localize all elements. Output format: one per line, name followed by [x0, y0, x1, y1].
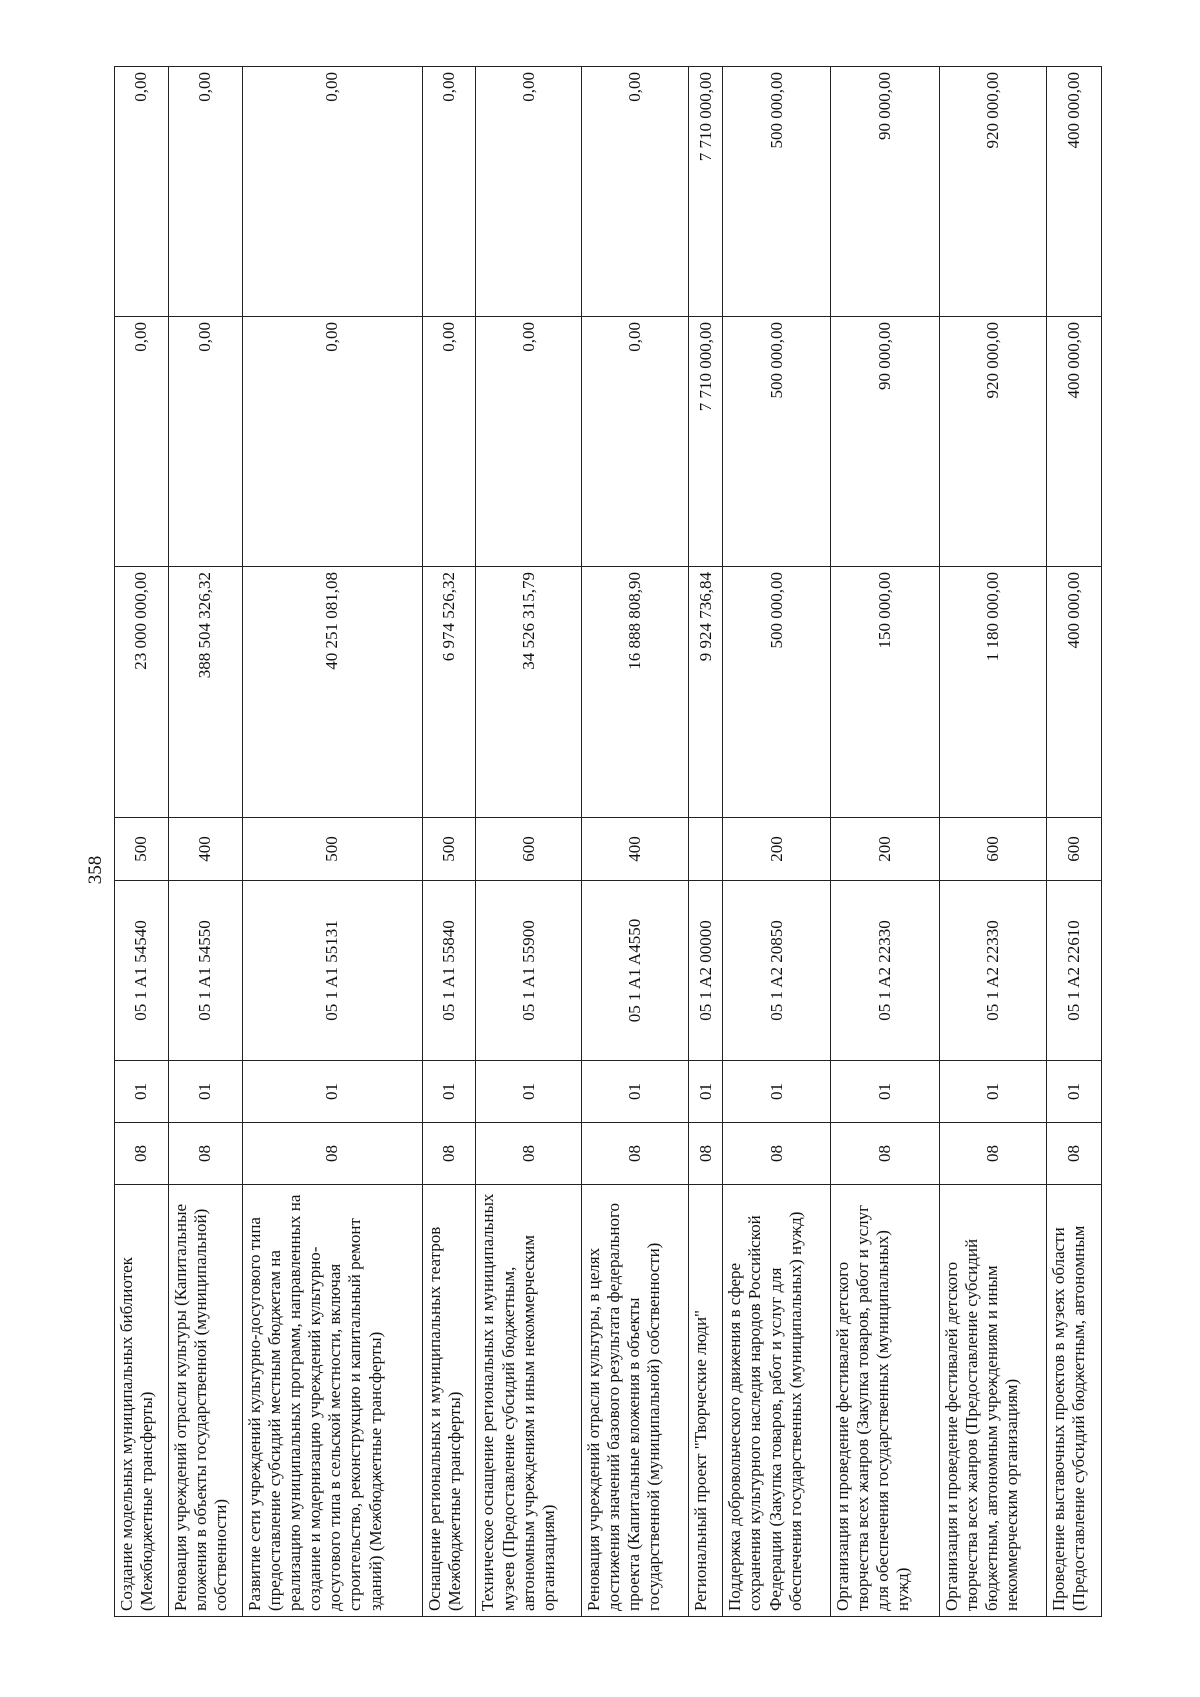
table-row: [581, 67, 688, 1617]
amount-year-1: 23 000 000,00: [115, 567, 169, 818]
amount-year-3: 0,00: [422, 67, 476, 317]
amount-year-1: 1 180 000,00: [939, 567, 1046, 818]
page-number: 358: [85, 855, 106, 885]
amount-year-2: 0,00: [581, 317, 688, 567]
table-row: [689, 67, 723, 1617]
table-row: [422, 67, 476, 1617]
amount-year-3: 400 000,00: [1047, 67, 1102, 317]
section-code: 08: [830, 1123, 939, 1185]
section-code: 08: [476, 1123, 581, 1185]
amount-year-3: 0,00: [243, 67, 423, 317]
expense-type-code: [689, 818, 723, 881]
amount-year-3: 0,00: [476, 67, 581, 317]
amount-year-2: 0,00: [115, 317, 169, 567]
subsection-code: 01: [243, 1061, 423, 1123]
row-description: Развитие сети учреждений культурно-досугового типа (предоставление субсидий местным бюджетам на реализацию муниципальных программ, направленных на создание и модернизацию учреждений культурно-досугового типа в сельской местности, включая строительство, реконструкцию и капитальный ремонт зданий) (Межбюджетные трансферты): [243, 1185, 423, 1617]
budget-table: [114, 66, 1102, 1617]
table-row: [723, 67, 830, 1617]
row-description: Реновация учреждений отрасли культуры (Капитальные вложения в объекты государственной (муниципальной) собственности): [168, 1185, 242, 1617]
target-article-code: 05 1 A1 55840: [422, 881, 476, 1061]
amount-year-2: 920 000,00: [939, 317, 1046, 567]
table-row: [115, 67, 169, 1617]
amount-year-1: 150 000,00: [830, 567, 939, 818]
expense-type-code: 600: [476, 818, 581, 881]
table-row: [1047, 67, 1102, 1617]
amount-year-3: 0,00: [115, 67, 169, 317]
amount-year-2: 0,00: [422, 317, 476, 567]
section-code: 08: [1047, 1123, 1102, 1185]
amount-year-3: 0,00: [581, 67, 688, 317]
amount-year-3: 90 000,00: [830, 67, 939, 317]
section-code: 08: [115, 1123, 169, 1185]
amount-year-1: 500 000,00: [723, 567, 830, 818]
row-description: Поддержка добровольческого движения в сфере сохранения культурного наследия народов Российской Федерации (Закупка товаров, работ и услуг для обеспечения государственных (муниципальных) нужд): [723, 1185, 830, 1617]
amount-year-2: 400 000,00: [1047, 317, 1102, 567]
section-code: 08: [243, 1123, 423, 1185]
target-article-code: 05 1 A2 22330: [830, 881, 939, 1061]
subsection-code: 01: [168, 1061, 242, 1123]
section-code: 08: [939, 1123, 1046, 1185]
amount-year-1: 40 251 081,08: [243, 567, 423, 818]
subsection-code: 01: [723, 1061, 830, 1123]
table-row: [476, 67, 581, 1617]
expense-type-code: 600: [939, 818, 1046, 881]
subsection-code: 01: [830, 1061, 939, 1123]
row-description: Реновация учреждений отрасли культуры, в целях достижения значений базового результата федерального проекта (Капитальные вложения в объекты государственной (муниципальной) собственности): [581, 1185, 688, 1617]
expense-type-code: 400: [168, 818, 242, 881]
target-article-code: 05 1 A2 20850: [723, 881, 830, 1061]
expense-type-code: 600: [1047, 818, 1102, 881]
amount-year-1: 34 526 315,79: [476, 567, 581, 818]
target-article-code: 05 1 A1 55131: [243, 881, 423, 1061]
target-article-code: 05 1 A1 A4550: [581, 881, 688, 1061]
amount-year-3: 0,00: [168, 67, 242, 317]
amount-year-2: 7 710 000,00: [689, 317, 723, 567]
row-description: Техническое оснащение региональных и муниципальных музеев (Предоставление субсидий бюджетным, автономным учреждениям и иным некоммерческим организациям): [476, 1185, 581, 1617]
row-description: Организация и проведение фестивалей детского творчества всех жанров (Закупка товаров, работ и услуг для обеспечения государственных (муниципальных) нужд): [830, 1185, 939, 1617]
subsection-code: 01: [115, 1061, 169, 1123]
subsection-code: 01: [422, 1061, 476, 1123]
table-row: [830, 67, 939, 1617]
target-article-code: 05 1 A1 55900: [476, 881, 581, 1061]
amount-year-1: 388 504 326,32: [168, 567, 242, 818]
subsection-code: 01: [476, 1061, 581, 1123]
table-row: [939, 67, 1046, 1617]
table-row: [243, 67, 423, 1617]
expense-type-code: 400: [581, 818, 688, 881]
expense-type-code: 500: [243, 818, 423, 881]
subsection-code: 01: [939, 1061, 1046, 1123]
expense-type-code: 500: [115, 818, 169, 881]
amount-year-1: 9 924 736,84: [689, 567, 723, 818]
row-description: Оснащение региональных и муниципальных театров (Межбюджетные трансферты): [422, 1185, 476, 1617]
amount-year-3: 920 000,00: [939, 67, 1046, 317]
target-article-code: 05 1 A2 22330: [939, 881, 1046, 1061]
expense-type-code: 200: [723, 818, 830, 881]
amount-year-1: 6 974 526,32: [422, 567, 476, 818]
target-article-code: 05 1 A2 00000: [689, 881, 723, 1061]
amount-year-2: 0,00: [476, 317, 581, 567]
target-article-code: 05 1 A1 54550: [168, 881, 242, 1061]
row-description: Организация и проведение фестивалей детского творчества всех жанров (Предоставление субсидий бюджетным, автономным учреждениям и иным некоммерческим организациям): [939, 1185, 1046, 1617]
section-code: 08: [689, 1123, 723, 1185]
row-description: Создание модельных муниципальных библиотек (Межбюджетные трансферты): [115, 1185, 169, 1617]
subsection-code: 01: [1047, 1061, 1102, 1123]
subsection-code: 01: [581, 1061, 688, 1123]
section-code: 08: [581, 1123, 688, 1185]
amount-year-2: 0,00: [168, 317, 242, 567]
section-code: 08: [723, 1123, 830, 1185]
amount-year-1: 16 888 808,90: [581, 567, 688, 818]
expense-type-code: 200: [830, 818, 939, 881]
target-article-code: 05 1 A2 22610: [1047, 881, 1102, 1061]
row-description: Проведение выставочных проектов в музеях области (Предоставление субсидий бюджетным, автономным: [1047, 1185, 1102, 1617]
amount-year-3: 7 710 000,00: [689, 67, 723, 317]
table-row: [168, 67, 242, 1617]
amount-year-2: 500 000,00: [723, 317, 830, 567]
amount-year-1: 400 000,00: [1047, 567, 1102, 818]
budget-table-container: [114, 67, 1102, 1617]
section-code: 08: [168, 1123, 242, 1185]
section-code: 08: [422, 1123, 476, 1185]
amount-year-2: 0,00: [243, 317, 423, 567]
row-description: Региональный проект "Творческие люди": [689, 1185, 723, 1617]
amount-year-2: 90 000,00: [830, 317, 939, 567]
expense-type-code: 500: [422, 818, 476, 881]
target-article-code: 05 1 A1 54540: [115, 881, 169, 1061]
amount-year-3: 500 000,00: [723, 67, 830, 317]
subsection-code: 01: [689, 1061, 723, 1123]
